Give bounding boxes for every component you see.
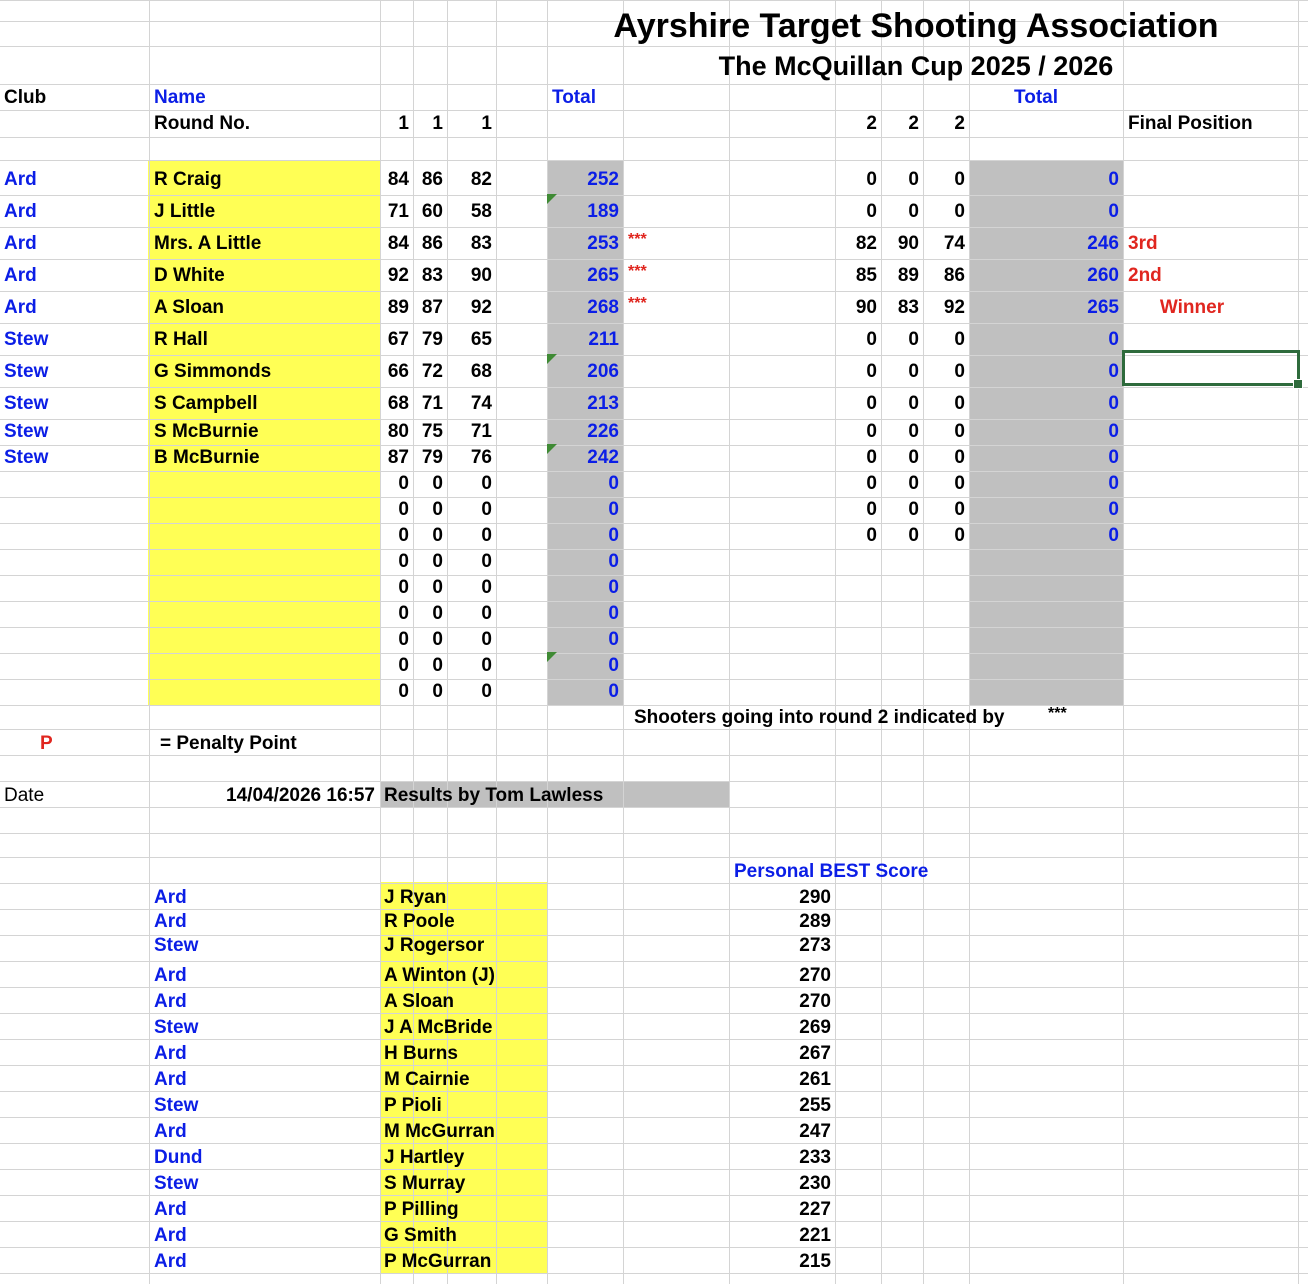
grid-hline bbox=[0, 1143, 1308, 1144]
grid-hline bbox=[0, 705, 1308, 706]
name-cell[interactable]: J Little bbox=[154, 201, 216, 222]
pb-club-cell[interactable]: Stew bbox=[154, 1017, 199, 1038]
grid-hline bbox=[0, 0, 1308, 1]
round1-number-header[interactable]: 1 bbox=[398, 113, 409, 134]
total2-cell[interactable]: 0 bbox=[1108, 499, 1119, 520]
round2-score-cell[interactable]: 86 bbox=[943, 265, 965, 286]
round1-score-cell[interactable]: 0 bbox=[432, 473, 443, 494]
comment-indicator[interactable] bbox=[547, 354, 557, 364]
grid-hline bbox=[0, 1195, 1308, 1196]
round1-score-cell[interactable]: 92 bbox=[470, 297, 492, 318]
grid-hline bbox=[0, 1221, 1308, 1222]
pb-club-cell[interactable]: Stew bbox=[154, 1095, 199, 1116]
round1-score-cell[interactable]: 0 bbox=[432, 629, 443, 650]
grid-hline bbox=[0, 227, 1308, 228]
pb-score-cell[interactable]: 289 bbox=[799, 911, 831, 932]
total1-cell[interactable]: 189 bbox=[587, 201, 619, 222]
round1-score-cell[interactable]: 58 bbox=[470, 201, 492, 222]
total1-cell[interactable]: 265 bbox=[587, 265, 619, 286]
pb-name-cell[interactable]: G Smith bbox=[384, 1225, 457, 1246]
round2-score-cell[interactable]: 0 bbox=[908, 393, 919, 414]
pb-name-cell[interactable]: H Burns bbox=[384, 1043, 458, 1064]
round1-score-cell[interactable]: 0 bbox=[481, 499, 492, 520]
grid-hline bbox=[0, 195, 1308, 196]
grid-hline bbox=[0, 781, 1308, 782]
total1-header[interactable]: Total bbox=[552, 87, 596, 108]
round1-score-cell[interactable]: 0 bbox=[481, 629, 492, 650]
date-value[interactable]: 14/04/2026 16:57 bbox=[226, 785, 375, 806]
round2-score-cell[interactable]: 0 bbox=[866, 525, 877, 546]
round1-score-cell[interactable]: 0 bbox=[481, 603, 492, 624]
round1-score-cell[interactable]: 60 bbox=[421, 201, 443, 222]
round1-score-cell[interactable]: 92 bbox=[387, 265, 409, 286]
round1-score-cell[interactable]: 0 bbox=[481, 655, 492, 676]
name-cell[interactable]: B McBurnie bbox=[154, 447, 260, 468]
round2-number-header[interactable]: 2 bbox=[866, 113, 877, 134]
round2-score-cell[interactable]: 0 bbox=[908, 473, 919, 494]
name-cell[interactable]: D White bbox=[154, 265, 225, 286]
pb-club-cell[interactable]: Ard bbox=[154, 1121, 187, 1142]
final-position-cell[interactable]: 3rd bbox=[1128, 233, 1158, 254]
round1-score-cell[interactable]: 80 bbox=[387, 421, 409, 442]
grid-hline bbox=[0, 575, 1308, 576]
pb-score-cell[interactable]: 221 bbox=[799, 1225, 831, 1246]
pb-score-cell[interactable]: 233 bbox=[799, 1147, 831, 1168]
pb-club-cell[interactable]: Ard bbox=[154, 1069, 187, 1090]
penalty-symbol[interactable]: P bbox=[40, 733, 53, 754]
total2-cell[interactable]: 0 bbox=[1108, 201, 1119, 222]
round2-score-cell[interactable]: 0 bbox=[866, 169, 877, 190]
pb-score-cell[interactable]: 267 bbox=[799, 1043, 831, 1064]
pb-name-cell[interactable]: J Ryan bbox=[384, 887, 447, 908]
round2-score-cell[interactable]: 0 bbox=[866, 393, 877, 414]
round2-number-header[interactable]: 2 bbox=[908, 113, 919, 134]
round2-score-cell[interactable]: 85 bbox=[855, 265, 877, 286]
penalty-text[interactable]: = Penalty Point bbox=[160, 733, 297, 754]
round1-score-cell[interactable]: 0 bbox=[398, 603, 409, 624]
qualifier-mark[interactable]: *** bbox=[628, 231, 647, 248]
club-header[interactable]: Club bbox=[4, 87, 47, 108]
club-cell[interactable]: Stew bbox=[4, 421, 49, 442]
round2-score-cell[interactable]: 0 bbox=[908, 421, 919, 442]
round1-score-cell[interactable]: 0 bbox=[481, 551, 492, 572]
date-label[interactable]: Date bbox=[4, 785, 45, 806]
results-by[interactable]: Results by Tom Lawless bbox=[384, 785, 604, 806]
round2-score-cell[interactable]: 0 bbox=[908, 499, 919, 520]
grid-hline bbox=[0, 497, 1308, 498]
pb-score-cell[interactable]: 270 bbox=[799, 991, 831, 1012]
round1-score-cell[interactable]: 0 bbox=[481, 473, 492, 494]
grid-hline bbox=[0, 679, 1308, 680]
round1-score-cell[interactable]: 0 bbox=[432, 525, 443, 546]
round1-score-cell[interactable]: 0 bbox=[432, 577, 443, 598]
pb-score-cell[interactable]: 273 bbox=[799, 935, 831, 956]
round2-score-cell[interactable]: 0 bbox=[866, 473, 877, 494]
round2-score-cell[interactable]: 0 bbox=[908, 201, 919, 222]
round1-score-cell[interactable]: 84 bbox=[387, 233, 409, 254]
grid-hline bbox=[0, 857, 1308, 858]
name-cell[interactable]: Mrs. A Little bbox=[154, 233, 262, 254]
pb-name-cell[interactable]: J Hartley bbox=[384, 1147, 465, 1168]
club-cell[interactable]: Ard bbox=[4, 297, 37, 318]
grid-hline bbox=[0, 1091, 1308, 1092]
round1-score-cell[interactable]: 72 bbox=[421, 361, 443, 382]
total1-cell[interactable]: 242 bbox=[587, 447, 619, 468]
round1-number-header[interactable]: 1 bbox=[481, 113, 492, 134]
name-cell[interactable]: R Craig bbox=[154, 169, 222, 190]
round1-score-cell[interactable]: 90 bbox=[470, 265, 492, 286]
pb-club-cell[interactable]: Stew bbox=[154, 1173, 199, 1194]
pb-score-cell[interactable]: 261 bbox=[799, 1069, 831, 1090]
pb-name-cell[interactable]: A Winton (J) bbox=[384, 965, 495, 986]
pb-score-cell[interactable]: 270 bbox=[799, 965, 831, 986]
name-cell[interactable]: A Sloan bbox=[154, 297, 225, 318]
round1-score-cell[interactable]: 68 bbox=[387, 393, 409, 414]
total1-cell[interactable]: 0 bbox=[608, 499, 619, 520]
comment-indicator[interactable] bbox=[547, 444, 557, 454]
round2-score-cell[interactable]: 0 bbox=[908, 525, 919, 546]
round1-score-cell[interactable]: 75 bbox=[421, 421, 443, 442]
pb-score-cell[interactable]: 215 bbox=[799, 1251, 831, 1272]
fill-handle[interactable] bbox=[1293, 379, 1303, 389]
comment-indicator[interactable] bbox=[547, 652, 557, 662]
round2-score-cell[interactable]: 89 bbox=[897, 265, 919, 286]
round1-score-cell[interactable]: 68 bbox=[470, 361, 492, 382]
grid-hline bbox=[0, 160, 1308, 161]
round1-score-cell[interactable]: 87 bbox=[421, 297, 443, 318]
final-position-header[interactable]: Final Position bbox=[1128, 113, 1253, 134]
grid-hline bbox=[0, 523, 1308, 524]
round-no-header[interactable]: Round No. bbox=[154, 113, 251, 134]
pb-club-cell[interactable]: Dund bbox=[154, 1147, 203, 1168]
round1-score-cell[interactable]: 82 bbox=[470, 169, 492, 190]
round1-score-cell[interactable]: 0 bbox=[432, 655, 443, 676]
total2-cell[interactable]: 260 bbox=[1087, 265, 1119, 286]
grid-hline bbox=[0, 755, 1308, 756]
round2-score-cell[interactable]: 0 bbox=[954, 169, 965, 190]
total2-cell[interactable]: 246 bbox=[1087, 233, 1119, 254]
final-position-cell[interactable]: 2nd bbox=[1128, 265, 1162, 286]
round1-score-cell[interactable]: 66 bbox=[387, 361, 409, 382]
total2-cell[interactable]: 0 bbox=[1108, 361, 1119, 382]
grid-hline bbox=[0, 909, 1308, 910]
total1-cell[interactable]: 0 bbox=[608, 473, 619, 494]
grid-hline bbox=[0, 259, 1308, 260]
round2-score-cell[interactable]: 0 bbox=[954, 201, 965, 222]
round2-score-cell[interactable]: 83 bbox=[897, 297, 919, 318]
pb-club-cell[interactable]: Ard bbox=[154, 911, 187, 932]
round2-note-mark: *** bbox=[1048, 705, 1067, 722]
round2-score-cell[interactable]: 90 bbox=[897, 233, 919, 254]
round2-note[interactable]: Shooters going into round 2 indicated by bbox=[634, 707, 1005, 728]
round1-number-header[interactable]: 1 bbox=[432, 113, 443, 134]
pb-name-cell[interactable]: J Rogersor bbox=[384, 935, 485, 956]
grid-hline bbox=[0, 653, 1308, 654]
round1-score-cell[interactable]: 86 bbox=[421, 233, 443, 254]
round2-score-cell[interactable]: 74 bbox=[943, 233, 965, 254]
round1-score-cell[interactable]: 71 bbox=[470, 421, 492, 442]
pb-name-cell[interactable]: A Sloan bbox=[384, 991, 455, 1012]
round2-score-cell[interactable]: 0 bbox=[954, 361, 965, 382]
round2-score-cell[interactable]: 0 bbox=[866, 201, 877, 222]
name-header[interactable]: Name bbox=[154, 87, 206, 108]
round1-score-cell[interactable]: 0 bbox=[398, 551, 409, 572]
round2-score-cell[interactable]: 0 bbox=[908, 361, 919, 382]
total1-cell[interactable]: 0 bbox=[608, 655, 619, 676]
sheet-title: Ayrshire Target Shooting Association bbox=[613, 7, 1219, 45]
round1-score-cell[interactable]: 65 bbox=[470, 329, 492, 350]
total1-cell[interactable]: 0 bbox=[608, 577, 619, 598]
round1-score-cell[interactable]: 0 bbox=[432, 681, 443, 702]
club-cell[interactable]: Ard bbox=[4, 265, 37, 286]
qualifier-mark[interactable]: *** bbox=[628, 295, 647, 312]
final-position-cell[interactable]: Winner bbox=[1159, 297, 1225, 318]
grid-hline bbox=[0, 419, 1308, 420]
round1-score-cell[interactable]: 89 bbox=[387, 297, 409, 318]
total2-cell[interactable]: 0 bbox=[1108, 169, 1119, 190]
pb-club-cell[interactable]: Ard bbox=[154, 887, 187, 908]
round1-score-cell[interactable]: 0 bbox=[481, 525, 492, 546]
name-cell[interactable]: G Simmonds bbox=[154, 361, 272, 382]
pb-name-cell[interactable]: P Pioli bbox=[384, 1095, 442, 1116]
pb-score-cell[interactable]: 290 bbox=[799, 887, 831, 908]
total2-cell[interactable]: 0 bbox=[1108, 525, 1119, 546]
total2-cell[interactable]: 0 bbox=[1108, 329, 1119, 350]
round2-score-cell[interactable]: 0 bbox=[954, 499, 965, 520]
total1-cell[interactable]: 211 bbox=[588, 329, 619, 350]
round1-score-cell[interactable]: 76 bbox=[470, 447, 492, 468]
total2-cell[interactable]: 0 bbox=[1108, 447, 1119, 468]
total1-cell[interactable]: 206 bbox=[587, 361, 619, 382]
grid-hline bbox=[0, 1039, 1308, 1040]
name-cell[interactable]: R Hall bbox=[154, 329, 208, 350]
pb-club-cell[interactable]: Ard bbox=[154, 1043, 187, 1064]
total2-cell[interactable]: 0 bbox=[1108, 421, 1119, 442]
grid-hline bbox=[0, 549, 1308, 550]
round1-score-cell[interactable]: 0 bbox=[398, 681, 409, 702]
pb-club-cell[interactable]: Ard bbox=[154, 1225, 187, 1246]
round1-score-cell[interactable]: 79 bbox=[421, 447, 443, 468]
grid-hline bbox=[0, 729, 1308, 730]
grid-hline bbox=[0, 445, 1308, 446]
pb-name-cell[interactable]: M Cairnie bbox=[384, 1069, 470, 1090]
club-cell[interactable]: Stew bbox=[4, 329, 49, 350]
grid-hline bbox=[0, 387, 1308, 388]
pb-club-cell[interactable]: Ard bbox=[154, 965, 187, 986]
round1-score-cell[interactable]: 0 bbox=[398, 525, 409, 546]
round1-score-cell[interactable]: 0 bbox=[432, 603, 443, 624]
grid-hline bbox=[0, 987, 1308, 988]
total1-cell[interactable]: 0 bbox=[608, 681, 619, 702]
grid-hline bbox=[0, 883, 1308, 884]
round1-score-cell[interactable]: 0 bbox=[432, 551, 443, 572]
grid-hline bbox=[0, 601, 1308, 602]
total1-cell[interactable]: 252 bbox=[587, 169, 619, 190]
grid-hline bbox=[0, 1247, 1308, 1248]
pb-name-cell[interactable]: J A McBride bbox=[384, 1017, 493, 1038]
round2-score-cell[interactable]: 0 bbox=[866, 329, 877, 350]
round2-score-cell[interactable]: 0 bbox=[954, 447, 965, 468]
selected-cell[interactable] bbox=[1122, 350, 1300, 386]
round1-score-cell[interactable]: 83 bbox=[421, 265, 443, 286]
total1-cell[interactable]: 226 bbox=[587, 421, 619, 442]
round1-score-cell[interactable]: 86 bbox=[421, 169, 443, 190]
total1-cell[interactable]: 253 bbox=[587, 233, 619, 254]
round1-score-cell[interactable]: 79 bbox=[421, 329, 443, 350]
grid-hline bbox=[0, 833, 1308, 834]
total1-cell[interactable]: 0 bbox=[608, 525, 619, 546]
total1-cell[interactable]: 0 bbox=[608, 629, 619, 650]
pb-name-cell[interactable]: S Murray bbox=[384, 1173, 466, 1194]
grid-hline bbox=[0, 291, 1308, 292]
grid-hline bbox=[0, 471, 1308, 472]
round2-score-cell[interactable]: 0 bbox=[954, 525, 965, 546]
qualifier-mark[interactable]: *** bbox=[628, 263, 647, 280]
club-cell[interactable]: Stew bbox=[4, 361, 49, 382]
pb-score-cell[interactable]: 255 bbox=[799, 1095, 831, 1116]
grid-hline bbox=[0, 137, 1308, 138]
club-cell[interactable]: Stew bbox=[4, 447, 49, 468]
round1-score-cell[interactable]: 67 bbox=[387, 329, 409, 350]
round1-score-cell[interactable]: 87 bbox=[387, 447, 409, 468]
pb-name-cell[interactable]: M McGurran bbox=[384, 1121, 495, 1142]
grid-hline bbox=[0, 1013, 1308, 1014]
grid-hline bbox=[0, 355, 1308, 356]
round1-score-cell[interactable]: 0 bbox=[481, 681, 492, 702]
pb-club-cell[interactable]: Ard bbox=[154, 991, 187, 1012]
round2-score-cell[interactable]: 0 bbox=[908, 447, 919, 468]
total1-cell[interactable]: 268 bbox=[587, 297, 619, 318]
round2-score-cell[interactable]: 0 bbox=[866, 499, 877, 520]
pb-score-cell[interactable]: 227 bbox=[799, 1199, 831, 1220]
pb-name-cell[interactable]: R Poole bbox=[384, 911, 455, 932]
pb-score-cell[interactable]: 247 bbox=[799, 1121, 831, 1142]
round1-score-cell[interactable]: 71 bbox=[387, 201, 409, 222]
sheet-subtitle: The McQuillan Cup 2025 / 2026 bbox=[718, 51, 1114, 81]
pb-score-cell[interactable]: 269 bbox=[799, 1017, 831, 1038]
round2-score-cell[interactable]: 92 bbox=[943, 297, 965, 318]
round2-score-cell[interactable]: 0 bbox=[954, 473, 965, 494]
round2-score-cell[interactable]: 0 bbox=[866, 421, 877, 442]
round2-score-cell[interactable]: 0 bbox=[866, 361, 877, 382]
round1-score-cell[interactable]: 0 bbox=[398, 655, 409, 676]
total1-cell[interactable]: 0 bbox=[608, 551, 619, 572]
name-cell[interactable]: S Campbell bbox=[154, 393, 258, 414]
pb-club-cell[interactable]: Ard bbox=[154, 1199, 187, 1220]
grid-hline bbox=[0, 1065, 1308, 1066]
club-cell[interactable]: Ard bbox=[4, 233, 37, 254]
round2-score-cell[interactable]: 90 bbox=[855, 297, 877, 318]
club-cell[interactable]: Ard bbox=[4, 201, 37, 222]
pb-score-cell[interactable]: 230 bbox=[799, 1173, 831, 1194]
grid-hline bbox=[0, 961, 1308, 962]
comment-indicator[interactable] bbox=[547, 194, 557, 204]
round1-score-cell[interactable]: 0 bbox=[398, 473, 409, 494]
total1-cell[interactable]: 0 bbox=[608, 603, 619, 624]
round2-score-cell[interactable]: 0 bbox=[954, 329, 965, 350]
round2-score-cell[interactable]: 0 bbox=[954, 393, 965, 414]
round1-score-cell[interactable]: 0 bbox=[432, 499, 443, 520]
total1-cell[interactable]: 213 bbox=[587, 393, 619, 414]
round2-score-cell[interactable]: 0 bbox=[908, 169, 919, 190]
total2-header[interactable]: Total bbox=[1014, 87, 1058, 108]
round2-score-cell[interactable]: 82 bbox=[855, 233, 877, 254]
pb-club-cell[interactable]: Stew bbox=[154, 935, 199, 956]
pb-name-cell[interactable]: P Pilling bbox=[384, 1199, 459, 1220]
grid-hline bbox=[0, 1117, 1308, 1118]
round2-score-cell[interactable]: 0 bbox=[908, 329, 919, 350]
club-cell[interactable]: Stew bbox=[4, 393, 49, 414]
personal-best-title[interactable]: Personal BEST Score bbox=[734, 861, 929, 882]
pb-name-cell[interactable]: P McGurran bbox=[384, 1251, 492, 1272]
round1-score-cell[interactable]: 84 bbox=[387, 169, 409, 190]
round1-score-cell[interactable]: 0 bbox=[398, 499, 409, 520]
name-cell[interactable]: S McBurnie bbox=[154, 421, 259, 442]
grid-hline bbox=[0, 627, 1308, 628]
pb-club-cell[interactable]: Ard bbox=[154, 1251, 187, 1272]
round1-score-cell[interactable]: 0 bbox=[398, 577, 409, 598]
total2-cell[interactable]: 0 bbox=[1108, 393, 1119, 414]
round2-score-cell[interactable]: 0 bbox=[866, 447, 877, 468]
grid-hline bbox=[0, 110, 1308, 111]
round2-number-header[interactable]: 2 bbox=[954, 113, 965, 134]
grid-hline bbox=[0, 807, 1308, 808]
total2-cell[interactable]: 265 bbox=[1087, 297, 1119, 318]
round1-score-cell[interactable]: 74 bbox=[470, 393, 492, 414]
club-cell[interactable]: Ard bbox=[4, 169, 37, 190]
grid-hline bbox=[0, 46, 1308, 47]
round1-score-cell[interactable]: 71 bbox=[421, 393, 443, 414]
round1-score-cell[interactable]: 0 bbox=[481, 577, 492, 598]
grid-hline bbox=[0, 84, 1308, 85]
round2-score-cell[interactable]: 0 bbox=[954, 421, 965, 442]
grid-hline bbox=[0, 1169, 1308, 1170]
total2-cell[interactable]: 0 bbox=[1108, 473, 1119, 494]
round1-score-cell[interactable]: 83 bbox=[470, 233, 492, 254]
grid-hline bbox=[0, 323, 1308, 324]
round1-score-cell[interactable]: 0 bbox=[398, 629, 409, 650]
grid-hline bbox=[0, 1273, 1308, 1274]
